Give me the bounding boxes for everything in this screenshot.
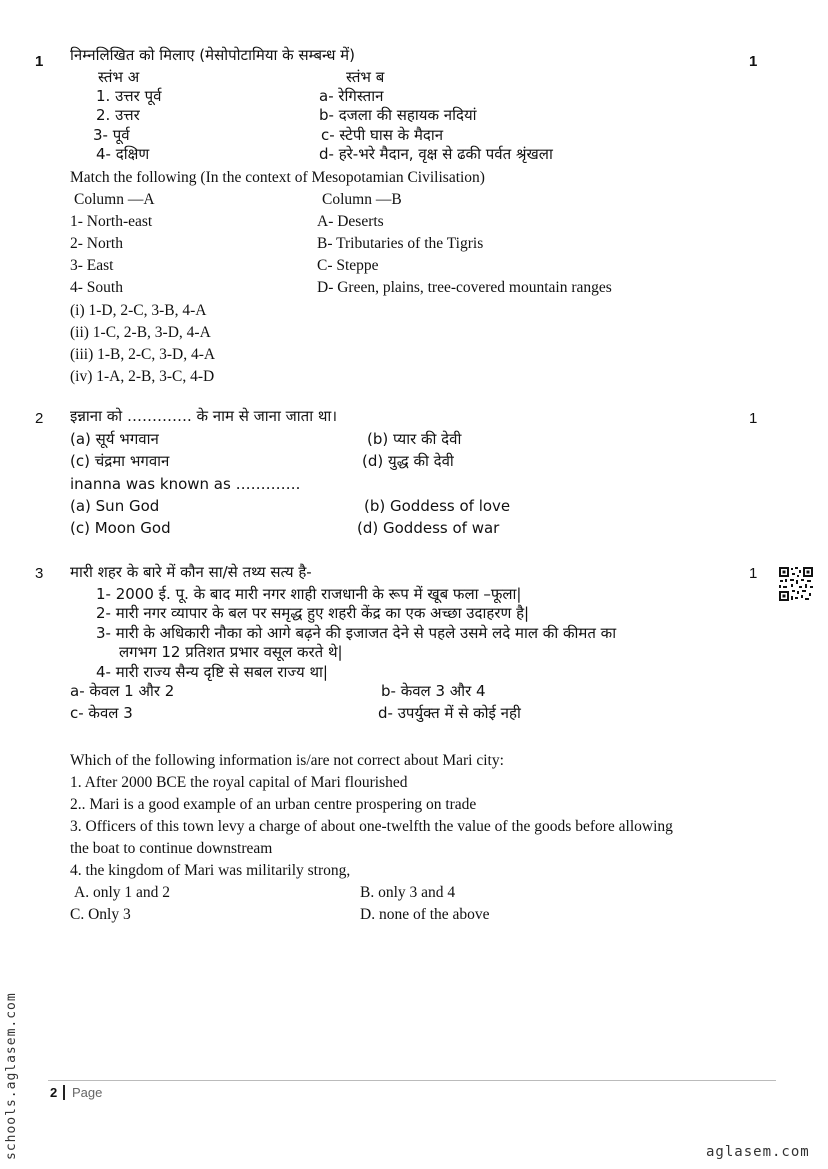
hindi-row-b: c- स्टेपी घास के मैदान xyxy=(321,126,444,144)
english-row-b: D- Green, plains, tree-covered mountain ranges xyxy=(317,279,612,296)
question-marks: 1 xyxy=(749,565,758,582)
english-option: (b) Goddess of love xyxy=(364,497,511,515)
english-row-a: 2- North xyxy=(70,235,123,252)
question-number: 3 xyxy=(35,565,44,582)
english-row-a: 4- South xyxy=(70,279,123,296)
question-marks: 1 xyxy=(749,53,758,70)
question-number: 1 xyxy=(35,53,44,70)
question-english-text: inanna was known as …………. xyxy=(70,475,301,493)
hindi-option: (d) युद्ध की देवी xyxy=(362,452,454,470)
hindi-statement: 3- मारी के अधिकारी नौका को आगे बढ़ने की इजाजत देने से पहले उसमे लदे माल की कीमत का xyxy=(96,624,617,642)
english-option: C. Only 3 xyxy=(70,906,131,923)
english-option: (c) Moon God xyxy=(70,519,171,537)
hindi-row-b: a- रेगिस्तान xyxy=(319,87,384,105)
question-hindi-title: निम्नलिखित को मिलाए (मेसोपोटामिया के सम्बन्ध में) xyxy=(70,46,356,64)
english-row-b: A- Deserts xyxy=(317,213,384,230)
english-statement: the boat to continue downstream xyxy=(70,840,273,857)
hindi-option: d- उपर्युक्त में से कोई नही xyxy=(378,704,521,722)
question-number: 2 xyxy=(35,410,44,427)
question-english-title: Match the following (In the context of Mesopotamian Civilisation) xyxy=(70,169,485,186)
question-hindi-text: मारी शहर के बारे में कौन सा/से तथ्य सत्य है- xyxy=(70,563,312,581)
hindi-option: (b) प्यार की देवी xyxy=(367,430,462,448)
hindi-column-a-header: स्तंभ अ xyxy=(98,68,140,86)
english-row-a: 3- East xyxy=(70,257,114,274)
hindi-row-b: b- दजला की सहायक नदियां xyxy=(319,106,477,124)
question-english-text: Which of the following information is/are not correct about Mari city: xyxy=(70,752,504,769)
qr-code-icon xyxy=(778,566,814,602)
english-option: B. only 3 and 4 xyxy=(360,884,456,901)
hindi-option: a- केवल 1 और 2 xyxy=(70,682,175,700)
bottom-watermark: aglasem.com xyxy=(706,1144,810,1160)
answer-option: (ii) 1-C, 2-B, 3-D, 4-A xyxy=(70,324,211,341)
english-column-a-header: Column —A xyxy=(74,191,155,208)
hindi-row-a: 1. उत्तर पूर्व xyxy=(96,87,162,105)
hindi-option: c- केवल 3 xyxy=(70,704,133,722)
english-option: (d) Goddess of war xyxy=(357,519,500,537)
english-row-a: 1- North-east xyxy=(70,213,153,230)
answer-option: (iii) 1-B, 2-C, 3-D, 4-A xyxy=(70,346,216,363)
english-statement: 2.. Mari is a good example of an urban centre prospering on trade xyxy=(70,796,477,813)
answer-option: (i) 1-D, 2-C, 3-B, 4-A xyxy=(70,302,207,319)
hindi-statement: 4- मारी राज्य सैन्य दृष्टि से सबल राज्य था| xyxy=(96,663,328,681)
english-column-b-header: Column —B xyxy=(322,191,402,208)
side-watermark: schools.aglasem.com xyxy=(4,992,19,1160)
hindi-statement: लगभग 12 प्रतिशत प्रभार वसूल करते थे| xyxy=(119,643,343,661)
answer-option: (iv) 1-A, 2-B, 3-C, 4-D xyxy=(70,368,215,385)
question-hindi-text: इन्नाना को …………. के नाम से जाना जाता था। xyxy=(70,407,337,425)
hindi-row-a: 4- दक्षिण xyxy=(96,145,150,163)
hindi-row-a: 2. उत्तर xyxy=(96,106,140,124)
hindi-row-a: 3- पूर्व xyxy=(93,126,130,144)
question-marks: 1 xyxy=(749,410,758,427)
page-number: 2 xyxy=(50,1085,58,1100)
hindi-option: (c) चंद्रमा भगवान xyxy=(70,452,170,470)
english-option: (a) Sun God xyxy=(70,497,160,515)
english-row-b: B- Tributaries of the Tigris xyxy=(317,235,484,252)
english-statement: 1. After 2000 BCE the royal capital of Mari flourished xyxy=(70,774,408,791)
hindi-row-b: d- हरे-भरे मैदान, वृक्ष से ढकी पर्वत श्रृंखला xyxy=(319,145,553,163)
page-separator xyxy=(63,1085,65,1100)
english-statement: 4. the kingdom of Mari was militarily strong, xyxy=(70,862,351,879)
english-option: A. only 1 and 2 xyxy=(74,884,171,901)
english-row-b: C- Steppe xyxy=(317,257,379,274)
hindi-statement: 1- 2000 ई. पू. के बाद मारी नगर शाही राजधानी के रूप में खूब फला –फूला| xyxy=(96,585,522,603)
english-statement: 3. Officers of this town levy a charge of about one-twelfth the value of the goods before allowing xyxy=(70,818,673,835)
footer-divider xyxy=(48,1080,776,1081)
page-label: Page xyxy=(72,1085,103,1100)
hindi-statement: 2- मारी नगर व्यापार के बल पर समृद्ध हुए शहरी केंद्र का एक अच्छा उदाहरण है| xyxy=(96,604,530,622)
hindi-column-b-header: स्तंभ ब xyxy=(346,68,385,86)
english-option: D. none of the above xyxy=(360,906,490,923)
hindi-option: (a) सूर्य भगवान xyxy=(70,430,159,448)
hindi-option: b- केवल 3 और 4 xyxy=(381,682,486,700)
